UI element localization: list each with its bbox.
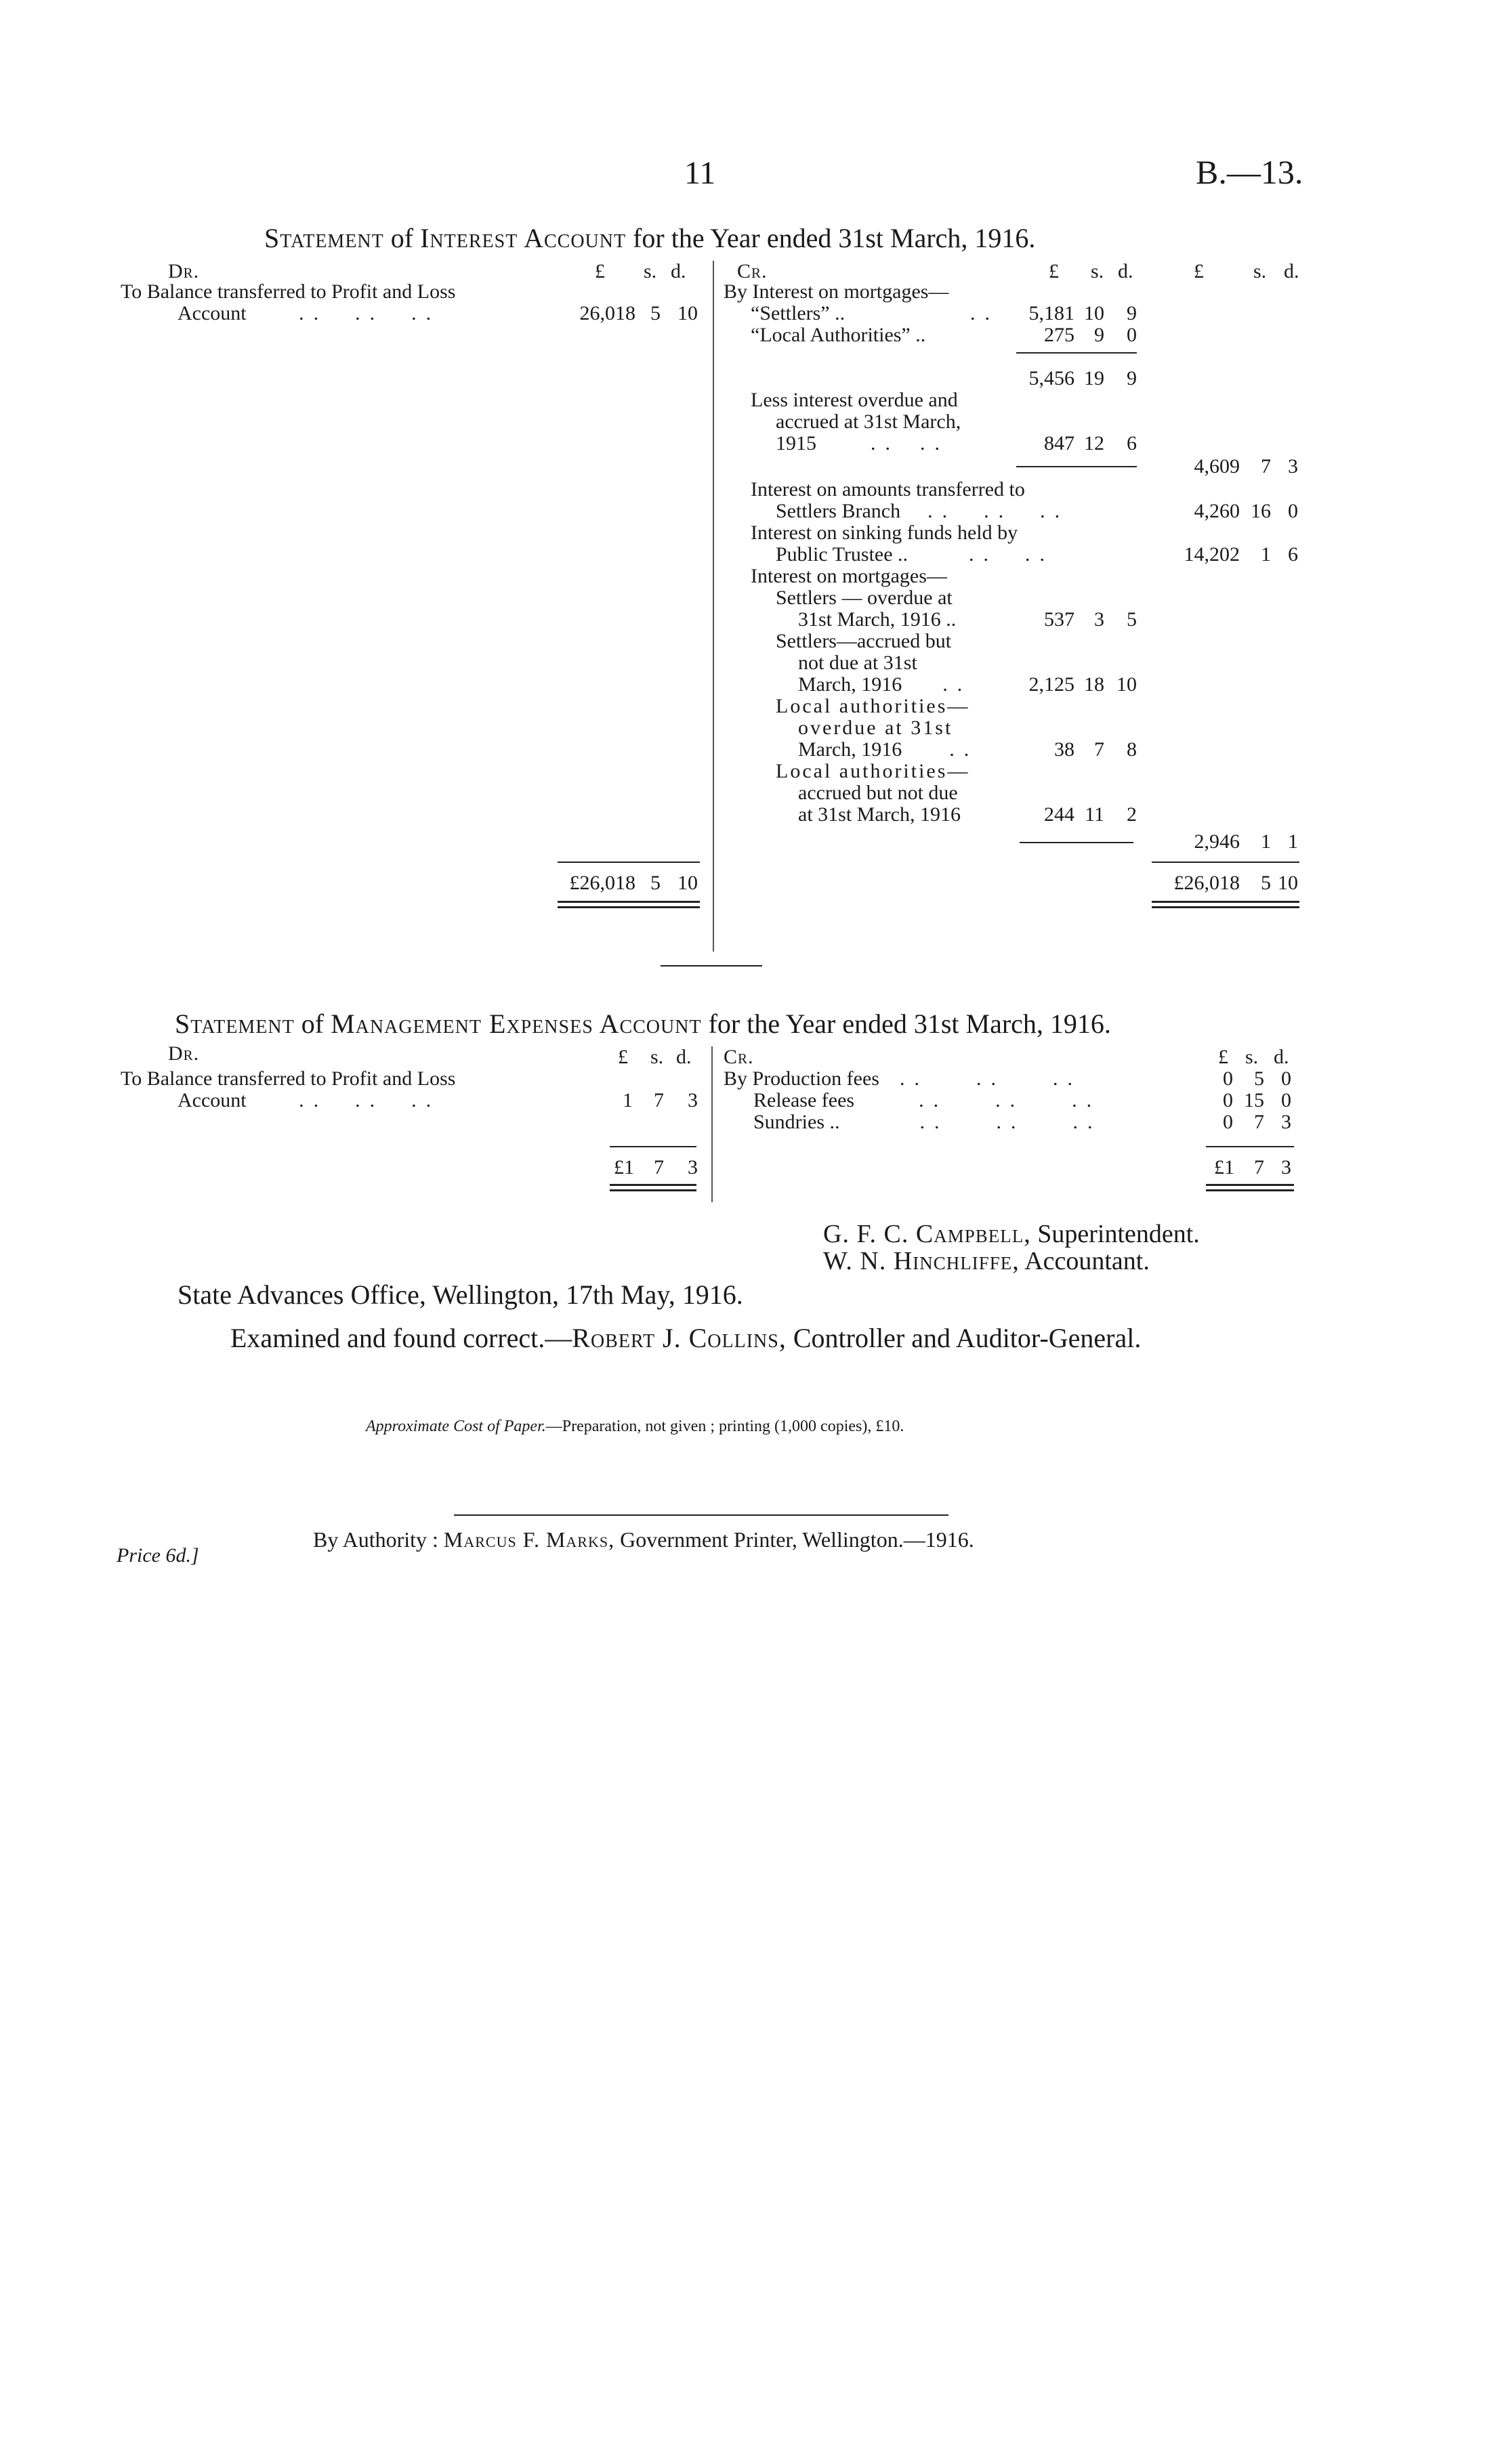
mgmt-debit-d-head: d. xyxy=(676,1046,692,1068)
document-reference: B.—13. xyxy=(1196,153,1303,191)
interest-statement-title: Statement of Interest Account for the Year ended 31st March, 1916. xyxy=(264,223,1036,253)
local-accrued-amount: 244 xyxy=(1044,803,1074,826)
mgmt-debit-pound: 1 xyxy=(623,1089,633,1111)
local-overdue-d: 8 xyxy=(1127,738,1137,761)
subtotal-d: 9 xyxy=(1127,367,1137,389)
settlers-accrued-s: 18 xyxy=(1084,673,1104,696)
settlers-accrued-amount: 2,125 xyxy=(1028,673,1074,696)
mgmt-debit-d: 3 xyxy=(688,1089,698,1111)
local-overdue-s: 7 xyxy=(1094,738,1104,761)
less-interest-line1: Less interest overdue and xyxy=(751,389,958,411)
production-fees-label: By Production fees .. .. .. xyxy=(724,1067,1082,1090)
mortgages-head: By Interest on mortgages— xyxy=(724,280,949,303)
management-dr-label: Dr. xyxy=(168,1042,200,1065)
settlers-amount: 5,181 xyxy=(1028,302,1074,324)
settlers-overdue-d: 5 xyxy=(1127,608,1137,631)
local-accrued-line3: at 31st March, 1916 xyxy=(798,803,961,826)
interest-debit-s: 5 xyxy=(650,302,661,324)
net-mortgage-interest-s: 7 xyxy=(1261,455,1271,477)
price: Price 6d.] xyxy=(117,1544,199,1567)
signature-accountant: W. N. Hinchliffe, Accountant. xyxy=(823,1247,1150,1275)
production-fees-pound: 0 xyxy=(1223,1067,1233,1090)
office-line: State Advances Office, Wellington, 17th May, 1916. xyxy=(177,1279,743,1310)
interest-debit-amount: 26,018 xyxy=(579,302,635,324)
settlers-overdue-amount: 537 xyxy=(1044,608,1074,631)
interest-divider xyxy=(713,261,714,952)
mgmt-debit-pound-head: £ xyxy=(618,1046,628,1068)
mgmt-debit-total: £1 xyxy=(614,1156,634,1178)
settlers-accrued-line3: March, 1916 .. xyxy=(798,673,972,696)
mgmt-credit-d-head: d. xyxy=(1274,1046,1289,1068)
less-interest-s: 12 xyxy=(1084,432,1104,454)
transferred-amount: 4,260 xyxy=(1194,500,1240,522)
credit-total-rule-1 xyxy=(1152,901,1299,903)
settlers-label: “Settlers” .. xyxy=(751,302,845,324)
credit-inner-s-head: s. xyxy=(1091,260,1104,282)
authority-line: By Authority : Marcus F. Marks, Government Printer, Wellington.—1916. xyxy=(313,1527,974,1552)
local-overdue-line1: Local authorities— xyxy=(776,695,970,717)
sinking-amount: 14,202 xyxy=(1184,543,1240,566)
debit-d-head: d. xyxy=(671,260,686,282)
interest-debit-total: £26,018 xyxy=(569,872,635,894)
subtotal-amount: 5,456 xyxy=(1028,367,1074,389)
local-authorities-d: 0 xyxy=(1127,324,1137,346)
mortgages2-total-s: 1 xyxy=(1261,830,1271,853)
cost-of-paper: Approximate Cost of Paper.—Preparation, not given ; printing (1,000 copies), £10. xyxy=(366,1418,904,1435)
less-interest-line3: 1915 .. .. xyxy=(776,432,949,454)
local-overdue-line2: overdue at 31st xyxy=(798,717,953,739)
mortgages2-head: Interest on mortgages— xyxy=(751,565,947,587)
local-authorities-label: “Local Authorities” .. xyxy=(751,324,926,346)
credit-outer-s-head: s. xyxy=(1253,260,1267,282)
transferred-line1: Interest on amounts transferred to xyxy=(751,478,1025,501)
less-interest-d: 6 xyxy=(1127,432,1137,454)
credit-outer-d-head: d. xyxy=(1284,260,1299,282)
sinking-s: 1 xyxy=(1261,543,1271,566)
local-accrued-s: 11 xyxy=(1085,803,1104,826)
net-mortgage-interest-d: 3 xyxy=(1288,455,1298,477)
page-number: 11 xyxy=(684,155,716,191)
mortgages2-total-d: 1 xyxy=(1288,830,1298,853)
mgmt-credit-total-rule-2 xyxy=(1206,1189,1294,1191)
production-fees-s: 5 xyxy=(1254,1067,1264,1090)
debit-total-rule-2 xyxy=(558,906,700,908)
mgmt-debit-total-rule-top xyxy=(610,1146,696,1147)
debit-s-head: s. xyxy=(644,260,657,282)
sundries-d: 3 xyxy=(1281,1111,1291,1133)
interest-debit-d: 10 xyxy=(677,302,698,324)
subtotal-rule xyxy=(1016,352,1137,354)
local-accrued-d: 2 xyxy=(1127,803,1137,826)
authority-rule xyxy=(454,1514,948,1516)
sundries-pound: 0 xyxy=(1223,1111,1233,1133)
settlers-d: 9 xyxy=(1127,302,1137,324)
local-accrued-line1: Local authorities— xyxy=(776,760,970,782)
less-interest-amount: 847 xyxy=(1044,432,1074,454)
mgmt-credit-pound-head: £ xyxy=(1218,1046,1228,1068)
signature-superintendent: G. F. C. Campbell, Superintendent. xyxy=(823,1220,1200,1248)
transferred-s: 16 xyxy=(1251,500,1271,522)
interest-credit-total-d: 10 xyxy=(1278,872,1298,894)
settlers-accrued-d: 10 xyxy=(1116,673,1137,696)
mgmt-debit-total-d: 3 xyxy=(688,1156,698,1178)
interest-cr-label: Cr. xyxy=(737,260,768,282)
credit-inner-pound-head: £ xyxy=(1049,260,1059,282)
local-accrued-line2: accrued but not due xyxy=(798,782,958,804)
interest-credit-total-s: 5 xyxy=(1261,872,1271,894)
management-cr-label: Cr. xyxy=(724,1046,754,1068)
settlers-overdue-line2: 31st March, 1916 .. xyxy=(798,608,957,631)
sinking-d: 6 xyxy=(1288,543,1298,566)
mortgages2-rule xyxy=(1020,842,1133,843)
sundries-label: Sundries .. .. .. .. xyxy=(753,1111,1102,1133)
local-authorities-s: 9 xyxy=(1094,324,1104,346)
mgmt-credit-total-s: 7 xyxy=(1254,1156,1264,1178)
mgmt-debit-s-head: s. xyxy=(650,1046,664,1068)
interest-credit-total: £26,018 xyxy=(1173,872,1240,894)
mgmt-debit-total-rule-1 xyxy=(610,1184,696,1186)
credit-outer-pound-head: £ xyxy=(1194,260,1204,282)
sinking-line2: Public Trustee .. .. .. xyxy=(776,543,1055,566)
local-overdue-line3: March, 1916 .. xyxy=(798,738,979,761)
mgmt-credit-total-rule-1 xyxy=(1206,1184,1294,1186)
sinking-line1: Interest on sinking funds held by xyxy=(751,522,1018,544)
interest-debit-total-s: 5 xyxy=(650,872,661,894)
net-mortgage-interest-amount: 4,609 xyxy=(1194,455,1240,477)
credit-total-rule-top xyxy=(1152,862,1299,863)
interest-dr-label: Dr. xyxy=(168,260,200,282)
settlers-s: 10 xyxy=(1084,302,1104,324)
mgmt-credit-s-head: s. xyxy=(1245,1046,1259,1068)
mgmt-debit-s: 7 xyxy=(654,1089,664,1111)
release-fees-d: 0 xyxy=(1281,1089,1291,1111)
interest-debit-total-d: 10 xyxy=(677,872,698,894)
debit-total-rule-top xyxy=(558,862,700,863)
local-authorities-amount: 275 xyxy=(1044,324,1074,346)
mgmt-debit-total-s: 7 xyxy=(654,1156,664,1178)
mortgages2-total-amount: 2,946 xyxy=(1194,830,1240,853)
mgmt-debit-total-rule-2 xyxy=(610,1189,696,1191)
mgmt-credit-total-d: 3 xyxy=(1281,1156,1291,1178)
transferred-line2: Settlers Branch .. .. .. xyxy=(776,500,1070,522)
net-rule xyxy=(1016,466,1137,467)
settlers-overdue-s: 3 xyxy=(1094,608,1104,631)
debit-pound-head: £ xyxy=(595,260,605,282)
less-interest-line2: accrued at 31st March, xyxy=(776,410,961,433)
mgmt-credit-total-rule-top xyxy=(1206,1146,1294,1147)
settlers-accrued-line2: not due at 31st xyxy=(798,652,917,674)
mgmt-debit-line1: To Balance transferred to Profit and Loss xyxy=(121,1067,456,1090)
credit-total-rule-2 xyxy=(1152,906,1299,908)
release-fees-label: Release fees .. .. .. xyxy=(753,1089,1102,1111)
sundries-s: 7 xyxy=(1254,1111,1264,1133)
release-fees-s: 15 xyxy=(1244,1089,1264,1111)
production-fees-d: 0 xyxy=(1281,1067,1291,1090)
mgmt-debit-line2: Account .. .. .. xyxy=(177,1089,441,1111)
mgmt-credit-total: £1 xyxy=(1214,1156,1234,1178)
interest-debit-line2: Account .. .. .. xyxy=(177,302,441,324)
management-divider xyxy=(711,1046,713,1202)
transferred-d: 0 xyxy=(1288,500,1298,522)
examined-line: Examined and found correct.—Robert J. Collins, Controller and Auditor-General. xyxy=(230,1323,1142,1353)
management-statement-title: Statement of Management Expenses Account for the Year ended 31st March, 1916. xyxy=(175,1008,1111,1039)
settlers-accrued-line1: Settlers—accrued but xyxy=(776,630,952,652)
local-overdue-amount: 38 xyxy=(1054,738,1074,761)
interest-debit-line1: To Balance transferred to Profit and Loss xyxy=(121,280,456,303)
credit-inner-d-head: d. xyxy=(1118,260,1133,282)
settlers-overdue-line1: Settlers — overdue at xyxy=(776,587,953,609)
debit-total-rule-1 xyxy=(558,901,700,903)
release-fees-pound: 0 xyxy=(1223,1089,1233,1111)
section-separator xyxy=(661,965,762,967)
settlers-leader: .. xyxy=(970,302,999,324)
subtotal-s: 19 xyxy=(1084,367,1104,389)
